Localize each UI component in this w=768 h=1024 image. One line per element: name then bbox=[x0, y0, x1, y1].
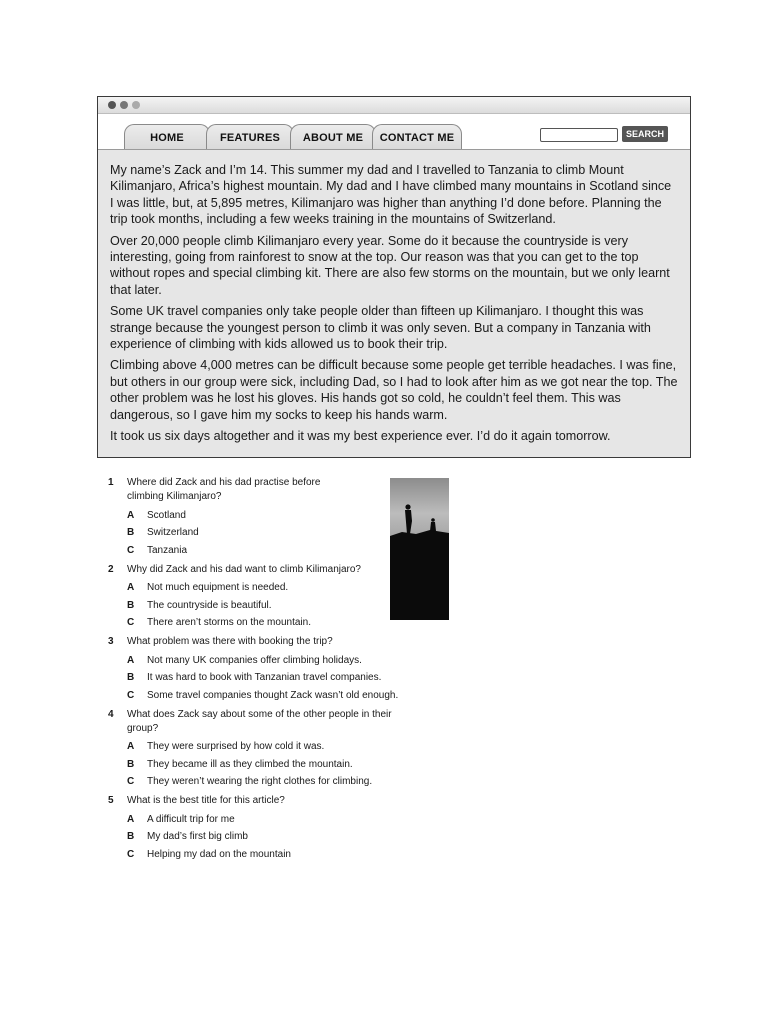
option-letter: C bbox=[127, 617, 135, 628]
question-number: 1 bbox=[108, 477, 114, 488]
article-paragraph: Some UK travel companies only take people older than fifteen up Kilimanjaro. I thought this was strange because the youngest person to climb it was only seven. But a company in Tanzania with experience of climbing with kids allowed us to book their trip. bbox=[110, 304, 651, 352]
question-item bbox=[108, 563, 408, 630]
option-letter: B bbox=[127, 831, 135, 842]
option-letter: C bbox=[127, 776, 135, 787]
option-letter: A bbox=[127, 741, 135, 752]
question-number: 3 bbox=[108, 636, 114, 647]
option-text: Not many UK companies offer climbing holidays. bbox=[147, 654, 362, 666]
answer-option[interactable] bbox=[108, 599, 408, 612]
option-letter: A bbox=[127, 582, 135, 593]
option-text: The countryside is beautiful. bbox=[147, 599, 272, 611]
option-letter: C bbox=[127, 689, 135, 701]
option-text: Helping my dad on the mountain bbox=[147, 848, 291, 860]
tab-about-me[interactable]: ABOUT ME bbox=[290, 124, 376, 150]
question-text: Where did Zack and his dad practise before climbing Kilimanjaro? bbox=[127, 477, 321, 502]
question-number: 4 bbox=[108, 708, 114, 720]
article-body bbox=[98, 149, 690, 457]
question-text: What does Zack say about some of the other people in their group? bbox=[127, 708, 392, 734]
window-dot-icon[interactable] bbox=[108, 101, 116, 109]
tab-features[interactable]: FEATURES bbox=[206, 124, 294, 150]
article-paragraph: It took us six days altogether and it was my best experience ever. I’d do it again tomorrow. bbox=[110, 429, 611, 444]
search-button[interactable]: SEARCH bbox=[622, 126, 668, 142]
option-text: They were surprised by how cold it was. bbox=[147, 741, 325, 752]
option-text: Not much equipment is needed. bbox=[147, 582, 289, 593]
option-letter: B bbox=[127, 599, 135, 611]
answer-option[interactable] bbox=[108, 616, 408, 629]
question-text: What is the best title for this article? bbox=[127, 795, 285, 806]
answer-option[interactable] bbox=[108, 654, 408, 667]
tab-contact-me[interactable]: CONTACT ME bbox=[372, 124, 462, 150]
answer-option[interactable] bbox=[108, 758, 408, 771]
tab-home[interactable]: HOME bbox=[124, 124, 210, 150]
question-item bbox=[108, 476, 408, 557]
option-text: Tanzania bbox=[147, 544, 188, 556]
option-text: Some travel companies thought Zack wasn’t old enough. bbox=[147, 689, 399, 701]
search-input[interactable] bbox=[540, 128, 618, 142]
window-dot-icon[interactable] bbox=[132, 101, 140, 109]
option-letter: C bbox=[127, 544, 135, 556]
answer-option[interactable] bbox=[108, 526, 408, 539]
option-text: It was hard to book with Tanzanian travel companies. bbox=[147, 672, 382, 683]
option-text: They weren’t wearing the right clothes for climbing. bbox=[147, 776, 373, 787]
option-letter: B bbox=[127, 672, 135, 683]
question-number: 2 bbox=[108, 563, 114, 575]
answer-option[interactable] bbox=[108, 740, 408, 753]
site-nav bbox=[98, 114, 690, 150]
window-dot-icon[interactable] bbox=[120, 101, 128, 109]
question-number: 5 bbox=[108, 795, 114, 806]
option-letter: A bbox=[127, 509, 135, 521]
question-item bbox=[108, 794, 408, 861]
option-letter: C bbox=[127, 848, 135, 860]
question-item bbox=[108, 708, 408, 789]
option-text: Scotland bbox=[147, 509, 186, 521]
option-letter: B bbox=[127, 758, 135, 770]
answer-option[interactable] bbox=[108, 830, 408, 843]
article-paragraph: Climbing above 4,000 metres can be difficult because some people get terrible headaches. I was fine, but others in our group were sick, including Dad, so I had to look after him as we got near the top. The other problem was he lost his gloves. His hands got so cold, he couldn’t feel them. This was dangerous, so I gave him my socks to keep his hands warm. bbox=[110, 358, 678, 422]
option-letter: B bbox=[127, 527, 135, 538]
article-paragraph: My name’s Zack and I’m 14. This summer my dad and I travelled to Tanzania to climb Mount Kilimanjaro, Africa’s highest mountain. My dad and I have climbed many mountains in Scotland since I was little, but, at 5,895 metres, Kilimanjaro was higher than anything I’d done before. Planning the trip took months, including a few weeks training in the mountains of Switzerland. bbox=[110, 163, 672, 227]
question-text: Why did Zack and his dad want to climb Kilimanjaro? bbox=[127, 563, 361, 575]
answer-option[interactable] bbox=[108, 775, 408, 788]
answer-option[interactable] bbox=[108, 581, 408, 594]
question-text: What problem was there with booking the trip? bbox=[127, 636, 333, 647]
option-text: A difficult trip for me bbox=[147, 813, 235, 825]
answer-option[interactable] bbox=[108, 689, 408, 702]
question-list bbox=[108, 476, 408, 867]
article-paragraph: Over 20,000 people climb Kilimanjaro every year. Some do it because the countryside is very interesting, going from rainforest to snow at the top. Our reason was that you can get to the top without ropes and special climbing kit. There are also few storms on the mountain, but we only learnt that later. bbox=[110, 233, 670, 297]
option-text: My dad’s first big climb bbox=[147, 831, 248, 842]
option-letter: A bbox=[127, 813, 135, 825]
answer-option[interactable] bbox=[108, 671, 408, 684]
answer-option[interactable] bbox=[108, 813, 408, 826]
option-text: Switzerland bbox=[147, 527, 199, 538]
answer-option[interactable] bbox=[108, 544, 408, 557]
answer-option[interactable] bbox=[108, 509, 408, 522]
option-letter: A bbox=[127, 654, 135, 666]
browser-window bbox=[97, 96, 691, 458]
option-text: They became ill as they climbed the mountain. bbox=[147, 758, 353, 770]
answer-option[interactable] bbox=[108, 848, 408, 861]
browser-titlebar bbox=[98, 97, 690, 114]
question-item bbox=[108, 635, 408, 702]
option-text: There aren’t storms on the mountain. bbox=[147, 617, 311, 628]
